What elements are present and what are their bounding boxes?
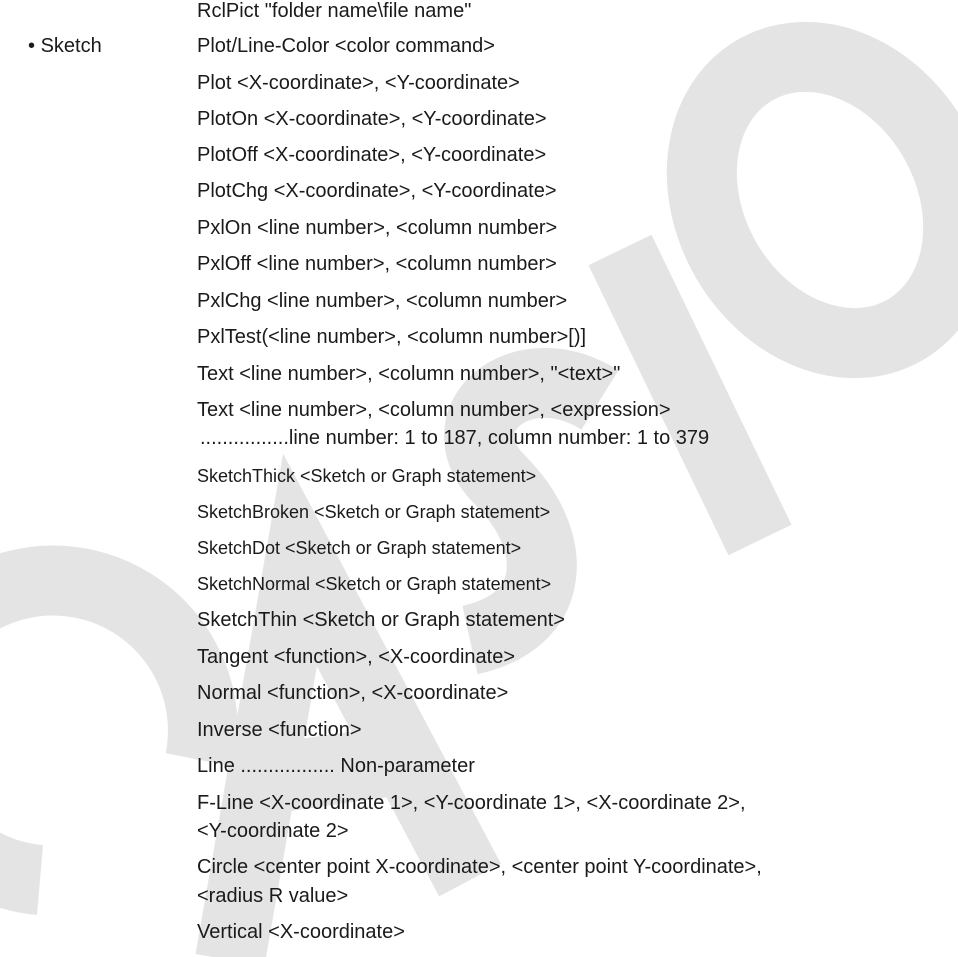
cmd-circle-continued: <radius R value> <box>197 885 349 907</box>
cmd-text-string: Text <line number>, <column number>, "<text>" <box>197 363 621 385</box>
cmd-pxloff: PxlOff <line number>, <column number> <box>197 253 557 275</box>
cmd-pxlchg: PxlChg <line number>, <column number> <box>197 290 568 312</box>
bullet-glyph: • <box>28 35 36 57</box>
cmd-plotchg: PlotChg <X-coordinate>, <Y-coordinate> <box>197 180 557 202</box>
cmd-sketchthick: SketchThick <Sketch or Graph statement> <box>197 466 537 486</box>
cmd-sketchbroken: SketchBroken <Sketch or Graph statement> <box>197 502 551 522</box>
cmd-plotoff: PlotOff <X-coordinate>, <Y-coordinate> <box>197 144 547 166</box>
cmd-rclpict: RclPict "folder name\file name" <box>197 0 472 22</box>
cmd-vertical: Vertical <X-coordinate> <box>197 921 405 943</box>
cmd-normal: Normal <function>, <X-coordinate> <box>197 682 509 704</box>
cmd-sketchdot: SketchDot <Sketch or Graph statement> <box>197 538 522 558</box>
cmd-tangent: Tangent <function>, <X-coordinate> <box>197 646 516 668</box>
cmd-f-line: F-Line <X-coordinate 1>, <Y-coordinate 1>, <X-coordinate 2>, <box>197 792 746 814</box>
cmd-pxltest: PxlTest(<line number>, <column number>[)] <box>197 326 587 348</box>
cmd-sketchnormal: SketchNormal <Sketch or Graph statement> <box>197 574 552 594</box>
cmd-text-expression: Text <line number>, <column number>, <expression> <box>197 399 671 421</box>
cmd-inverse: Inverse <function> <box>197 719 362 741</box>
category-label: Sketch <box>40 35 102 57</box>
text-range-note: ................line number: 1 to 187, column number: 1 to 379 <box>200 427 710 449</box>
cmd-circle: Circle <center point X-coordinate>, <center point Y-coordinate>, <box>197 856 762 878</box>
cmd-plot: Plot <X-coordinate>, <Y-coordinate> <box>197 72 520 94</box>
cmd-plot-line-color: Plot/Line-Color <color command> <box>197 35 495 57</box>
cmd-ploton: PlotOn <X-coordinate>, <Y-coordinate> <box>197 108 547 130</box>
cmd-f-line-continued: <Y-coordinate 2> <box>197 820 349 842</box>
cmd-line: Line ................. Non-parameter <box>197 755 475 777</box>
sketch-category-heading <box>28 34 102 58</box>
cmd-pxlon: PxlOn <line number>, <column number> <box>197 217 558 239</box>
cmd-sketchthin: SketchThin <Sketch or Graph statement> <box>197 609 565 631</box>
